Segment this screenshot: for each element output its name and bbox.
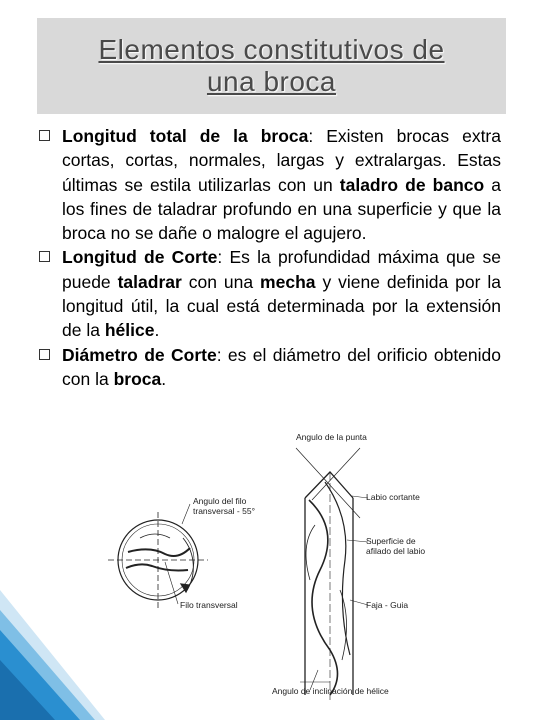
label-faja-guia: Faja - Guia (366, 600, 409, 610)
checkbox-bullet-icon (39, 349, 50, 360)
drill-side-view (296, 448, 368, 700)
bullet-text: : Es la profundidad máxima que se puede (62, 247, 501, 292)
label-angulo-punta: Angulo de la punta (296, 432, 367, 442)
bullet-text: . (154, 320, 160, 341)
bullet-text: y viene definida por la longitud útil, la cual está determinada por la extensión de la (62, 271, 501, 341)
bullet-item (37, 343, 501, 392)
bold-term: hélice (104, 320, 155, 341)
bold-term: broca (113, 368, 162, 389)
label-afilado: afilado del labio (366, 546, 426, 556)
bold-term: Longitud de Corte (62, 247, 218, 268)
bullet-item (37, 245, 501, 342)
checkbox-bullet-icon (39, 130, 50, 141)
label-transversal: transversal - 55° (193, 506, 255, 516)
title-line-1: Elementos constitutivos de (98, 34, 445, 65)
label-labio-cortante: Labio cortante (366, 492, 420, 502)
label-angulo-filo: Angulo del filo (193, 496, 247, 506)
bold-term: taladrar (117, 271, 182, 292)
bullet-text: : Existen brocas extra cortas, cortas, normales, largas y extralargas. Estas últimas se estila utilizarlas con un (62, 126, 501, 195)
bullet-text: : es el diámetro del orificio obtenido con la (62, 344, 501, 389)
label-filo-transversal: Filo transversal (180, 600, 238, 610)
bold-term: mecha (260, 271, 316, 292)
title-banner (37, 18, 506, 114)
title-line-2: una broca (206, 66, 337, 97)
cross-section-view (108, 504, 208, 608)
bold-term: Longitud total de la broca (62, 126, 309, 146)
label-angulo-inclinacion: Angulo de inclinación de hélice (272, 686, 389, 696)
bold-term: taladro de banco (339, 174, 485, 195)
bullet-text: con una (181, 271, 261, 292)
bullet-list (37, 124, 501, 391)
slide-title (37, 34, 506, 98)
bullet-item (37, 124, 501, 245)
bullet-text: . (161, 368, 167, 389)
checkbox-bullet-icon (39, 251, 50, 262)
bullet-text: a los fines de taladrar profundo en una superficie y que la broca no se dañe o malogre el agujero. (62, 174, 501, 244)
corner-decoration (0, 590, 110, 720)
bold-term: Diámetro de Corte (62, 344, 217, 365)
label-superficie: Superficie de (366, 536, 416, 546)
